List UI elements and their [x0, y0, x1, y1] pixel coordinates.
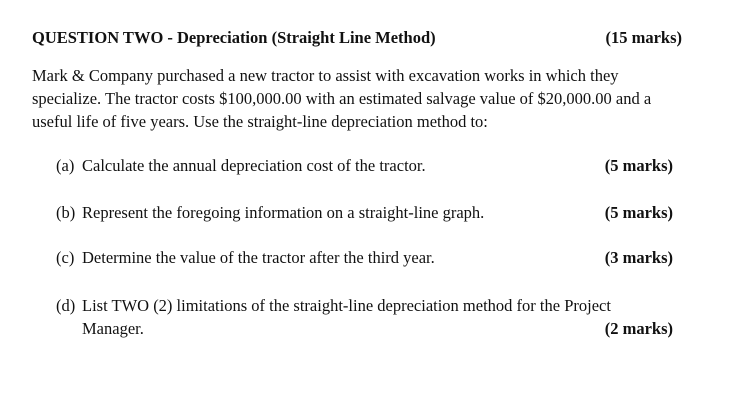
- sub-question-text: List TWO (2) limitations of the straight-line depreciation method for the Project: [82, 296, 611, 315]
- question-title: QUESTION TWO - Depreciation (Straight Line Method): [32, 28, 436, 47]
- sub-question-marks: (5 marks): [604, 203, 673, 222]
- sub-question-text: Represent the foregoing information on a straight-line graph.: [82, 203, 485, 222]
- sub-question-text: Calculate the annual depreciation cost of the tractor.: [82, 156, 426, 175]
- sub-question-marks: (5 marks): [604, 156, 673, 175]
- sub-question-d: [56, 294, 673, 342]
- question-heading: [32, 28, 682, 50]
- question-intro: [32, 64, 692, 133]
- sub-question-a: [56, 156, 673, 178]
- sub-question-label: (d): [56, 296, 76, 315]
- intro-line: specialize. The tractor costs $100,000.00 with an estimated salvage value of $20,000.00 and a: [32, 89, 652, 108]
- sub-question-marks: (2 marks): [604, 319, 673, 338]
- sub-question-b: [56, 203, 673, 225]
- sub-question-label: (c): [56, 248, 75, 267]
- intro-line: useful life of five years. Use the straight-line depreciation method to:: [32, 112, 488, 131]
- sub-question-marks: (3 marks): [604, 248, 673, 267]
- sub-question-text: Manager.: [82, 319, 144, 338]
- sub-question-label: (a): [56, 156, 75, 175]
- question-total-marks: (15 marks): [605, 28, 682, 47]
- sub-question-text: Determine the value of the tractor after the third year.: [82, 248, 435, 267]
- sub-question-label: (b): [56, 203, 76, 222]
- intro-line: Mark & Company purchased a new tractor to assist with excavation works in which they: [32, 66, 619, 85]
- sub-question-c: [56, 248, 673, 270]
